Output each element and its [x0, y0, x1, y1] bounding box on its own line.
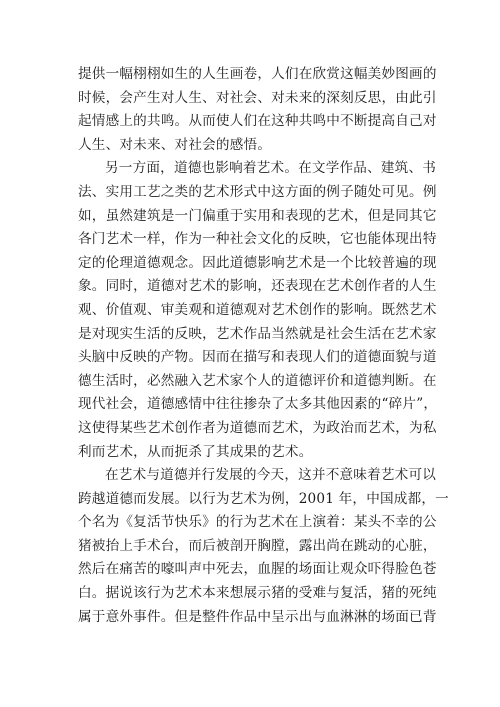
- text-line: 跨越道德而发展。以行为艺术为例，2001 年，中国成都，一: [78, 490, 449, 507]
- text-line: 时候，会产生对人生、对社会、对未来的深刻反思，由此引: [78, 89, 437, 106]
- text-line: 法、实用工艺之类的艺术形式中这方面的例子随处可见。例: [78, 183, 437, 200]
- text-line: 观、价值观、审美观和道德观对艺术创作的影响。既然艺术: [78, 301, 437, 318]
- text-line: 德生活时，必然融入艺术家个人的道德评价和道德判断。在: [78, 372, 437, 389]
- text-line: 各门艺术一样，作为一种社会文化的反映，它也能体现出特: [78, 231, 437, 248]
- text-line: 象。同时，道德对艺术的影响，还表现在艺术创作者的人生: [78, 278, 437, 295]
- text-line: 属于意外事件。但是整件作品中呈示出与血淋淋的场面已背: [78, 608, 437, 625]
- text-line: 然后在痛苦的嚎叫声中死去，血腥的场面让观众吓得脸色苍: [78, 561, 437, 578]
- body-text: [78, 63, 449, 629]
- text-line: 白。据说该行为艺术本来想展示猪的受难与复活，猪的死纯: [78, 585, 437, 602]
- text-line: 利而艺术，从而扼杀了其成果的艺术。: [78, 443, 313, 460]
- text-line: 猪被抬上手术台，而后被剖开胸膛，露出尚在跳动的心脏，: [78, 537, 437, 554]
- text-line: 这使得某些艺术创作者为道德而艺术，为政治而艺术，为私: [78, 419, 437, 436]
- text-line: 起情感上的共鸣。从而使人们在这种共鸣中不断提高自己对: [78, 113, 437, 130]
- paragraph-first-line: 另一方面，道德也影响着艺术。在文学作品、建筑、书: [105, 160, 437, 177]
- text-line: 是对现实生活的反映，艺术作品当然就是社会生活在艺术家: [78, 325, 437, 342]
- paragraph-first-line: 在艺术与道德并行发展的今天，这并不意味着艺术可以: [105, 467, 437, 484]
- text-line: 个名为《复活节快乐》的行为艺术在上演着：某头不幸的公: [78, 514, 437, 531]
- text-line: 人生、对未来、对社会的感悟。: [78, 136, 272, 153]
- text-line: 现代社会，道德感情中往往掺杂了太多其他因素的“碎片”，: [78, 396, 438, 413]
- text-line: 定的伦理道德观念。因此道德影响艺术是一个比较普遍的现: [78, 254, 437, 271]
- text-line: 如，虽然建筑是一门偏重于实用和表现的艺术，但是同其它: [78, 207, 437, 224]
- text-line: 提供一幅栩栩如生的人生画卷，人们在欣赏这幅美妙图画的: [78, 66, 437, 82]
- text-line: 头脑中反映的产物。因而在描写和表现人们的道德面貌与道: [78, 349, 437, 366]
